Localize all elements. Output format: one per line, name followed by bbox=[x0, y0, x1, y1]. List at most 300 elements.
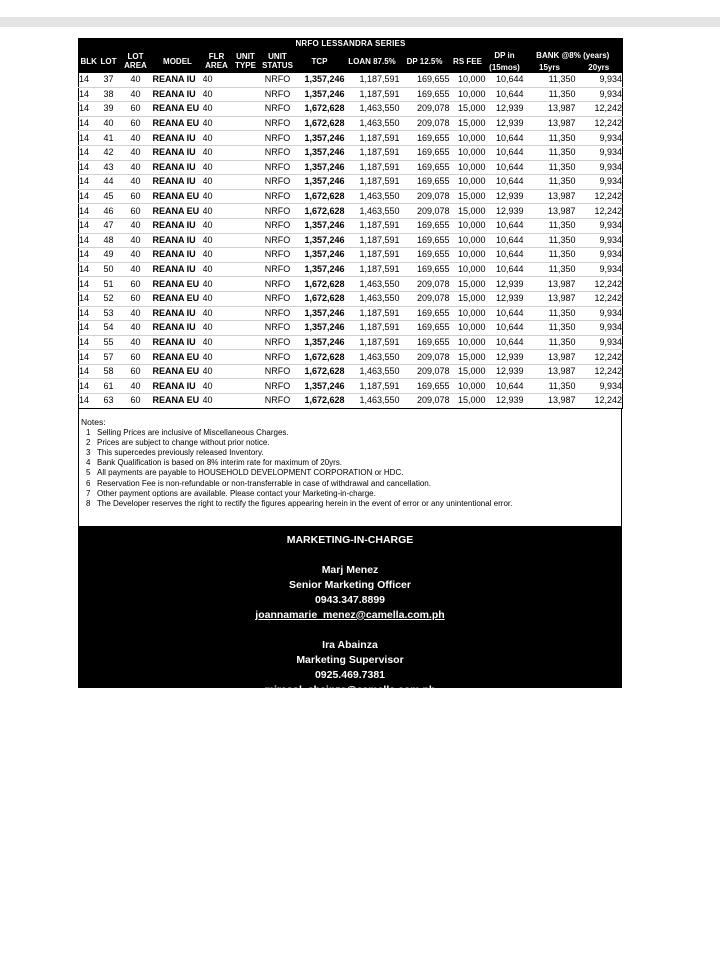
cell-bank-20yrs: 9,934 bbox=[599, 264, 623, 275]
cell-dp: 169,655 bbox=[416, 249, 450, 260]
cell-bank-20yrs: 12,242 bbox=[594, 351, 623, 362]
note-item bbox=[79, 428, 621, 438]
cell-unit-type bbox=[231, 321, 261, 336]
cell-loan: 1,463,550 bbox=[359, 191, 400, 202]
cell-rs-fee: 15,000 bbox=[457, 351, 486, 362]
cell-flr-area: 40 bbox=[202, 234, 213, 245]
cell-tcp: 1,357,246 bbox=[304, 322, 345, 333]
cell-flr-area: 40 bbox=[202, 380, 213, 391]
table-row bbox=[79, 204, 623, 219]
cell-flr-area: 40 bbox=[202, 205, 213, 216]
cell-dp: 169,655 bbox=[416, 234, 450, 245]
cell-lot-area: 40 bbox=[130, 380, 141, 391]
cell-unit-status: NRFO bbox=[264, 351, 291, 362]
cell-dp-in: 12,939 bbox=[495, 191, 524, 202]
cell-dp-in: 10,644 bbox=[495, 161, 524, 172]
notes-section bbox=[78, 409, 622, 527]
cell-model: REANA EU bbox=[152, 205, 200, 216]
cell-blk: 14 bbox=[79, 161, 90, 172]
note-text: Reservation Fee is non-refundable or non-transferrable in case of withdrawal and cancellation. bbox=[97, 478, 431, 488]
cell-lot-area: 40 bbox=[130, 147, 141, 158]
cell-tcp: 1,357,246 bbox=[304, 176, 345, 187]
cell-lot: 54 bbox=[103, 322, 114, 333]
cell-flr-area: 40 bbox=[202, 293, 213, 304]
col-lot: LOT bbox=[99, 49, 119, 73]
cell-unit-type bbox=[231, 218, 261, 233]
cell-bank-15yrs: 13,987 bbox=[547, 395, 576, 406]
top-gray-bar bbox=[0, 17, 720, 27]
cell-tcp: 1,357,246 bbox=[304, 220, 345, 231]
cell-dp: 169,655 bbox=[416, 336, 450, 347]
cell-bank-20yrs: 12,242 bbox=[594, 118, 623, 129]
cell-unit-type bbox=[231, 189, 261, 204]
cell-bank-15yrs: 13,987 bbox=[547, 293, 576, 304]
cell-lot: 51 bbox=[103, 278, 114, 289]
cell-dp-in: 10,644 bbox=[495, 176, 524, 187]
cell-rs-fee: 10,000 bbox=[457, 380, 486, 391]
cell-dp: 209,078 bbox=[416, 278, 450, 289]
col-model: MODEL bbox=[153, 49, 203, 73]
cell-blk: 14 bbox=[79, 264, 90, 275]
table-row bbox=[79, 262, 623, 277]
cell-flr-area: 40 bbox=[202, 118, 213, 129]
cell-loan: 1,187,591 bbox=[359, 132, 400, 143]
note-text: All payments are payable to HOUSEHOLD DEVELOPMENT CORPORATION or HDC. bbox=[97, 468, 404, 478]
cell-unit-status: NRFO bbox=[264, 88, 291, 99]
table-row bbox=[79, 277, 623, 292]
cell-lot: 48 bbox=[103, 234, 114, 245]
cell-lot-area: 40 bbox=[130, 161, 141, 172]
cell-blk: 14 bbox=[79, 307, 90, 318]
cell-lot: 46 bbox=[103, 205, 114, 216]
cell-model: REANA EU bbox=[152, 293, 200, 304]
note-item bbox=[79, 489, 621, 499]
cell-bank-20yrs: 9,934 bbox=[599, 336, 623, 347]
cell-tcp: 1,357,246 bbox=[304, 380, 345, 391]
cell-flr-area: 40 bbox=[202, 336, 213, 347]
table-row bbox=[79, 291, 623, 306]
cell-model: REANA IU bbox=[152, 234, 196, 245]
cell-model: REANA EU bbox=[152, 366, 200, 377]
cell-model: REANA IU bbox=[152, 88, 196, 99]
cell-flr-area: 40 bbox=[202, 176, 213, 187]
col-20yrs: 20yrs bbox=[576, 61, 623, 73]
cell-rs-fee: 10,000 bbox=[457, 322, 486, 333]
col-15yrs: 15yrs bbox=[524, 61, 576, 73]
cell-model: REANA IU bbox=[152, 147, 196, 158]
table-row bbox=[79, 321, 623, 336]
cell-unit-type bbox=[231, 306, 261, 321]
cell-dp-in: 10,644 bbox=[495, 336, 524, 347]
cell-flr-area: 40 bbox=[202, 74, 213, 85]
note-item bbox=[79, 448, 621, 458]
cell-bank-15yrs: 11,350 bbox=[548, 322, 576, 333]
cell-loan: 1,187,591 bbox=[359, 161, 400, 172]
cell-unit-status: NRFO bbox=[264, 278, 291, 289]
cell-loan: 1,463,550 bbox=[359, 278, 400, 289]
cell-blk: 14 bbox=[79, 366, 90, 377]
cell-model: REANA IU bbox=[152, 336, 196, 347]
cell-loan: 1,187,591 bbox=[359, 220, 400, 231]
note-item bbox=[79, 438, 621, 448]
cell-flr-area: 40 bbox=[202, 366, 213, 377]
cell-lot: 52 bbox=[103, 293, 114, 304]
cell-dp-in: 10,644 bbox=[495, 264, 524, 275]
cell-model: REANA IU bbox=[152, 322, 196, 333]
cell-bank-15yrs: 11,350 bbox=[548, 161, 576, 172]
cell-bank-20yrs: 12,242 bbox=[594, 366, 623, 377]
cell-lot-area: 40 bbox=[130, 249, 141, 260]
note-number: 5 bbox=[86, 468, 91, 478]
cell-dp: 209,078 bbox=[416, 205, 450, 216]
cell-bank-15yrs: 13,987 bbox=[547, 191, 576, 202]
cell-unit-type bbox=[231, 394, 261, 409]
contact-2-email[interactable]: mirasol_abainza@camella.com.ph bbox=[264, 683, 436, 696]
cell-lot: 38 bbox=[103, 88, 114, 99]
cell-unit-status: NRFO bbox=[264, 205, 291, 216]
table-row bbox=[79, 394, 623, 409]
col-bank: BANK @8% (years) bbox=[524, 49, 623, 61]
note-number: 1 bbox=[86, 427, 91, 437]
cell-loan: 1,187,591 bbox=[359, 264, 400, 275]
cell-bank-15yrs: 11,350 bbox=[548, 88, 576, 99]
cell-dp-in: 10,644 bbox=[495, 249, 524, 260]
cell-flr-area: 40 bbox=[202, 278, 213, 289]
cell-dp: 169,655 bbox=[416, 88, 450, 99]
cell-bank-20yrs: 12,242 bbox=[594, 191, 623, 202]
cell-model: REANA IU bbox=[152, 264, 196, 275]
cell-model: REANA IU bbox=[152, 249, 196, 260]
cell-dp: 169,655 bbox=[416, 322, 450, 333]
table-row bbox=[79, 160, 623, 175]
table-row bbox=[79, 306, 623, 321]
cell-bank-20yrs: 12,242 bbox=[594, 395, 623, 406]
cell-unit-status: NRFO bbox=[264, 264, 291, 275]
cell-bank-15yrs: 11,350 bbox=[548, 147, 576, 158]
cell-unit-status: NRFO bbox=[264, 191, 291, 202]
cell-bank-15yrs: 13,987 bbox=[547, 103, 576, 114]
cell-loan: 1,187,591 bbox=[359, 307, 400, 318]
cell-blk: 14 bbox=[79, 293, 90, 304]
cell-rs-fee: 10,000 bbox=[457, 220, 486, 231]
cell-lot-area: 40 bbox=[130, 220, 141, 231]
cell-model: REANA EU bbox=[152, 395, 200, 406]
note-item bbox=[79, 499, 621, 509]
col-blk: BLK bbox=[79, 49, 99, 73]
col-dp-in: DP in bbox=[486, 49, 524, 61]
cell-bank-15yrs: 13,987 bbox=[547, 366, 576, 377]
cell-flr-area: 40 bbox=[202, 132, 213, 143]
cell-unit-type bbox=[231, 175, 261, 190]
cell-flr-area: 40 bbox=[202, 264, 213, 275]
cell-lot: 50 bbox=[103, 264, 114, 275]
cell-lot-area: 40 bbox=[130, 88, 141, 99]
cell-unit-type bbox=[231, 116, 261, 131]
cell-unit-status: NRFO bbox=[264, 336, 291, 347]
cell-lot: 37 bbox=[103, 74, 114, 85]
cell-unit-type bbox=[231, 364, 261, 379]
cell-loan: 1,187,591 bbox=[359, 234, 400, 245]
cell-bank-15yrs: 11,350 bbox=[548, 176, 576, 187]
series-title: NRFO LESSANDRA SERIES bbox=[79, 38, 623, 49]
cell-loan: 1,187,591 bbox=[359, 322, 400, 333]
cell-tcp: 1,672,628 bbox=[304, 191, 345, 202]
col-loan: LOAN 87.5% bbox=[345, 49, 400, 73]
table-row bbox=[79, 145, 623, 160]
cell-lot: 42 bbox=[103, 147, 114, 158]
contact-1-role: Senior Marketing Officer bbox=[289, 578, 411, 591]
cell-flr-area: 40 bbox=[202, 307, 213, 318]
cell-lot-area: 40 bbox=[130, 234, 141, 245]
cell-tcp: 1,672,628 bbox=[304, 103, 345, 114]
contact-1-phone: 0943.347.8899 bbox=[314, 593, 386, 606]
cell-lot: 49 bbox=[103, 249, 114, 260]
cell-tcp: 1,357,246 bbox=[304, 307, 345, 318]
cell-unit-type bbox=[231, 102, 261, 117]
note-text: Selling Prices are inclusive of Miscellaneous Charges. bbox=[97, 427, 289, 437]
col-dp: DP 12.5% bbox=[400, 49, 450, 73]
cell-rs-fee: 15,000 bbox=[457, 395, 486, 406]
table-row bbox=[79, 218, 623, 233]
cell-bank-15yrs: 11,350 bbox=[548, 132, 576, 143]
cell-unit-status: NRFO bbox=[264, 147, 291, 158]
table-row bbox=[79, 87, 623, 102]
cell-loan: 1,187,591 bbox=[359, 74, 400, 85]
cell-loan: 1,463,550 bbox=[359, 118, 400, 129]
cell-lot-area: 60 bbox=[130, 191, 141, 202]
notes-list bbox=[79, 428, 621, 510]
cell-unit-type bbox=[231, 379, 261, 394]
cell-unit-type bbox=[231, 160, 261, 175]
cell-bank-15yrs: 11,350 bbox=[548, 249, 576, 260]
cell-lot-area: 40 bbox=[130, 74, 141, 85]
cell-lot-area: 40 bbox=[130, 264, 141, 275]
note-text: Prices are subject to change without prior notice. bbox=[97, 437, 270, 447]
cell-blk: 14 bbox=[79, 278, 90, 289]
cell-bank-20yrs: 12,242 bbox=[594, 278, 623, 289]
cell-dp: 169,655 bbox=[416, 176, 450, 187]
note-text: Bank Qualification is based on 8% interim rate for maximum of 20yrs. bbox=[97, 458, 342, 468]
cell-blk: 14 bbox=[79, 88, 90, 99]
cell-unit-type bbox=[231, 277, 261, 292]
cell-rs-fee: 10,000 bbox=[457, 132, 486, 143]
cell-blk: 14 bbox=[79, 132, 90, 143]
table-row bbox=[79, 73, 623, 87]
cell-flr-area: 40 bbox=[202, 161, 213, 172]
cell-model: REANA EU bbox=[152, 278, 200, 289]
cell-bank-15yrs: 11,350 bbox=[548, 307, 576, 318]
table-row bbox=[79, 116, 623, 131]
note-number: 6 bbox=[86, 478, 91, 488]
cell-lot: 61 bbox=[103, 380, 114, 391]
cell-flr-area: 40 bbox=[202, 147, 213, 158]
cell-loan: 1,187,591 bbox=[359, 88, 400, 99]
cell-bank-15yrs: 11,350 bbox=[548, 380, 576, 391]
cell-unit-type bbox=[231, 335, 261, 350]
cell-flr-area: 40 bbox=[202, 103, 213, 114]
cell-dp-in: 12,939 bbox=[495, 118, 524, 129]
note-item bbox=[79, 468, 621, 478]
cell-bank-15yrs: 11,350 bbox=[548, 264, 576, 275]
cell-bank-20yrs: 9,934 bbox=[599, 88, 623, 99]
cell-unit-status: NRFO bbox=[264, 220, 291, 231]
table-row bbox=[79, 248, 623, 263]
cell-tcp: 1,672,628 bbox=[304, 118, 345, 129]
cell-tcp: 1,357,246 bbox=[304, 161, 345, 172]
cell-lot: 43 bbox=[103, 161, 114, 172]
price-list-sheet bbox=[78, 38, 623, 696]
cell-model: REANA IU bbox=[152, 132, 196, 143]
cell-loan: 1,463,550 bbox=[359, 103, 400, 114]
cell-lot: 45 bbox=[103, 191, 114, 202]
cell-loan: 1,187,591 bbox=[359, 249, 400, 260]
cell-loan: 1,463,550 bbox=[359, 351, 400, 362]
cell-unit-status: NRFO bbox=[264, 132, 291, 143]
cell-unit-status: NRFO bbox=[264, 380, 291, 391]
cell-lot-area: 40 bbox=[130, 176, 141, 187]
contact-1-email[interactable]: joannamarie_menez@camella.com.ph bbox=[255, 608, 445, 621]
cell-lot-area: 40 bbox=[130, 132, 141, 143]
cell-bank-15yrs: 11,350 bbox=[548, 74, 576, 85]
cell-dp: 169,655 bbox=[416, 147, 450, 158]
cell-flr-area: 40 bbox=[202, 191, 213, 202]
cell-bank-20yrs: 12,242 bbox=[594, 103, 623, 114]
cell-dp-in: 10,644 bbox=[495, 74, 524, 85]
cell-bank-15yrs: 11,350 bbox=[548, 336, 576, 347]
table-row bbox=[79, 131, 623, 146]
cell-tcp: 1,672,628 bbox=[304, 366, 345, 377]
cell-lot-area: 40 bbox=[130, 336, 141, 347]
cell-unit-status: NRFO bbox=[264, 176, 291, 187]
cell-bank-20yrs: 9,934 bbox=[599, 161, 623, 172]
notes-title: Notes: bbox=[81, 416, 106, 427]
cell-model: REANA EU bbox=[152, 351, 200, 362]
cell-dp: 169,655 bbox=[416, 264, 450, 275]
cell-unit-status: NRFO bbox=[264, 74, 291, 85]
cell-unit-type bbox=[231, 291, 261, 306]
cell-rs-fee: 15,000 bbox=[457, 118, 486, 129]
cell-loan: 1,187,591 bbox=[359, 176, 400, 187]
cell-dp-in: 10,644 bbox=[495, 322, 524, 333]
cell-flr-area: 40 bbox=[202, 395, 213, 406]
cell-tcp: 1,357,246 bbox=[304, 132, 345, 143]
cell-dp: 209,078 bbox=[416, 293, 450, 304]
cell-tcp: 1,357,246 bbox=[304, 336, 345, 347]
col-flr-area: FLR AREA bbox=[203, 49, 231, 73]
cell-blk: 14 bbox=[79, 234, 90, 245]
cell-rs-fee: 10,000 bbox=[457, 234, 486, 245]
cell-model: REANA EU bbox=[152, 118, 200, 129]
cell-unit-status: NRFO bbox=[264, 234, 291, 245]
cell-loan: 1,187,591 bbox=[359, 336, 400, 347]
cell-dp-in: 12,939 bbox=[495, 205, 524, 216]
cell-flr-area: 40 bbox=[202, 351, 213, 362]
cell-blk: 14 bbox=[79, 220, 90, 231]
cell-dp-in: 10,644 bbox=[495, 380, 524, 391]
cell-tcp: 1,357,246 bbox=[304, 234, 345, 245]
cell-loan: 1,187,591 bbox=[359, 380, 400, 391]
cell-dp: 209,078 bbox=[416, 366, 450, 377]
cell-bank-20yrs: 9,934 bbox=[599, 74, 623, 85]
col-lot-area: LOT AREA bbox=[119, 49, 153, 73]
cell-dp-in: 10,644 bbox=[495, 132, 524, 143]
col-unit-status: UNIT STATUS bbox=[261, 49, 295, 73]
cell-loan: 1,187,591 bbox=[359, 147, 400, 158]
cell-bank-20yrs: 9,934 bbox=[599, 380, 623, 391]
table-row bbox=[79, 175, 623, 190]
cell-lot: 40 bbox=[103, 118, 114, 129]
cell-unit-type bbox=[231, 131, 261, 146]
table-row bbox=[79, 350, 623, 365]
cell-blk: 14 bbox=[79, 205, 90, 216]
cell-flr-area: 40 bbox=[202, 220, 213, 231]
marketing-panel bbox=[78, 527, 622, 696]
cell-model: REANA IU bbox=[152, 74, 196, 85]
note-text: This supercedes previously released Inventory. bbox=[97, 448, 264, 458]
cell-rs-fee: 15,000 bbox=[457, 293, 486, 304]
cell-unit-status: NRFO bbox=[264, 103, 291, 114]
contact-1-name: Marj Menez bbox=[321, 563, 379, 576]
cell-flr-area: 40 bbox=[202, 322, 213, 333]
table-row bbox=[79, 364, 623, 379]
cell-model: REANA IU bbox=[152, 380, 196, 391]
cell-dp-in: 12,939 bbox=[495, 103, 524, 114]
cell-lot-area: 60 bbox=[130, 351, 141, 362]
cell-unit-type bbox=[231, 248, 261, 263]
cell-blk: 14 bbox=[79, 249, 90, 260]
cell-bank-15yrs: 13,987 bbox=[547, 205, 576, 216]
cell-dp: 169,655 bbox=[416, 307, 450, 318]
table-row bbox=[79, 233, 623, 248]
cell-bank-15yrs: 11,350 bbox=[548, 220, 576, 231]
cell-tcp: 1,357,246 bbox=[304, 147, 345, 158]
cell-unit-type bbox=[231, 262, 261, 277]
col-tcp: TCP bbox=[295, 49, 345, 73]
cell-dp: 169,655 bbox=[416, 380, 450, 391]
cell-unit-status: NRFO bbox=[264, 293, 291, 304]
note-item bbox=[79, 458, 621, 468]
cell-dp-in: 12,939 bbox=[495, 395, 524, 406]
note-number: 7 bbox=[86, 488, 91, 498]
cell-bank-15yrs: 13,987 bbox=[547, 278, 576, 289]
cell-rs-fee: 15,000 bbox=[457, 191, 486, 202]
cell-dp: 169,655 bbox=[416, 161, 450, 172]
cell-rs-fee: 15,000 bbox=[457, 366, 486, 377]
cell-loan: 1,463,550 bbox=[359, 293, 400, 304]
cell-unit-status: NRFO bbox=[264, 307, 291, 318]
table-row bbox=[79, 189, 623, 204]
cell-rs-fee: 15,000 bbox=[457, 103, 486, 114]
table-row bbox=[79, 335, 623, 350]
cell-lot: 58 bbox=[103, 366, 114, 377]
cell-lot-area: 60 bbox=[130, 395, 141, 406]
cell-blk: 14 bbox=[79, 118, 90, 129]
cell-bank-20yrs: 9,934 bbox=[599, 307, 623, 318]
cell-blk: 14 bbox=[79, 103, 90, 114]
price-table-body bbox=[79, 73, 623, 408]
cell-unit-status: NRFO bbox=[264, 249, 291, 260]
cell-blk: 14 bbox=[79, 380, 90, 391]
note-text: Other payment options are available. Please contact your Marketing-in-charge. bbox=[97, 488, 376, 498]
cell-bank-15yrs: 13,987 bbox=[547, 351, 576, 362]
cell-lot: 39 bbox=[103, 103, 114, 114]
contact-2-phone: 0925.469.7381 bbox=[314, 668, 386, 681]
cell-dp: 169,655 bbox=[416, 74, 450, 85]
cell-model: REANA EU bbox=[152, 103, 200, 114]
cell-bank-20yrs: 9,934 bbox=[599, 147, 623, 158]
cell-lot: 44 bbox=[103, 176, 114, 187]
cell-unit-type bbox=[231, 145, 261, 160]
